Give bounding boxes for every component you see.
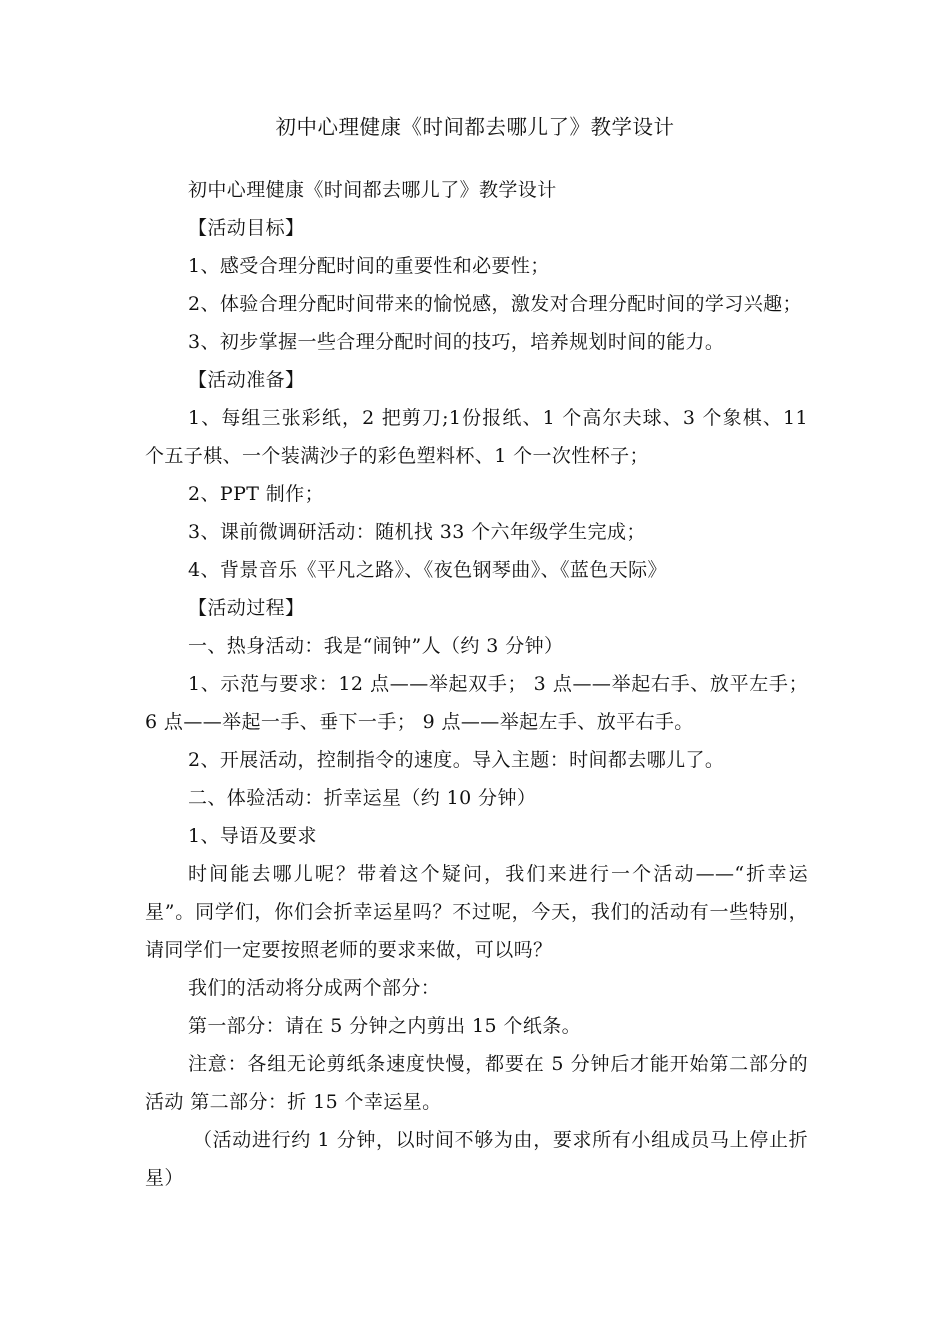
document-title: 初中心理健康《时间都去哪儿了》教学设计	[275, 115, 675, 139]
paragraph: 二、体验活动：折幸运星（约 10 分钟）	[188, 787, 537, 809]
section-heading-preparation: 【活动准备】	[188, 369, 305, 391]
paragraph: 2、PPT 制作；	[188, 483, 324, 505]
paragraph: 3、初步掌握一些合理分配时间的技巧，培养规划时间的能力。	[188, 331, 725, 353]
paragraph: 1、每组三张彩纸，2 把剪刀;1份报纸、1 个高尔夫球、3 个象棋、11 个五子棋、一个装满沙子的彩色塑料杯、1 个一次性杯子；	[145, 407, 808, 467]
paragraph: 2、开展活动，控制指令的速度。导入主题：时间都去哪儿了。	[188, 749, 725, 771]
paragraph: 4、背景音乐《平凡之路》、《夜色钢琴曲》、《蓝色天际》	[188, 559, 667, 581]
paragraph: 1、示范与要求：12 点——举起双手； 3 点——举起右手、放平左手；6 点——举起一手、垂下一手； 9 点——举起左手、放平右手。	[145, 673, 808, 733]
paragraph: 注意：各组无论剪纸条速度快慢，都要在 5 分钟后才能开始第二部分的活动 第二部分：折 15 个幸运星。	[145, 1053, 808, 1113]
paragraph: 第一部分：请在 5 分钟之内剪出 15 个纸条。	[188, 1015, 582, 1037]
section-heading-goals: 【活动目标】	[188, 217, 305, 239]
paragraph: 3、课前微调研活动：随机找 33 个六年级学生完成；	[188, 521, 646, 543]
document-body	[145, 171, 808, 1197]
paragraph: 1、导语及要求	[188, 825, 317, 847]
paragraph: 我们的活动将分成两个部分：	[188, 977, 441, 999]
paragraph: 2、体验合理分配时间带来的愉悦感，激发对合理分配时间的学习兴趣；	[188, 293, 802, 315]
paragraph: （活动进行约 1 分钟，以时间不够为由，要求所有小组成员马上停止折星）	[145, 1129, 808, 1189]
paragraph: 一、热身活动：我是“闹钟”人（约 3 分钟）	[188, 635, 564, 657]
paragraph: 时间能去哪儿呢？带着这个疑问，我们来进行一个活动——“折幸运星”。同学们，你们会折幸运星吗？不过呢，今天，我们的活动有一些特别，请同学们一定要按照老师的要求来做，可以吗？	[145, 863, 808, 961]
section-heading-process: 【活动过程】	[188, 597, 305, 619]
paragraph-subtitle: 初中心理健康《时间都去哪儿了》教学设计	[188, 179, 557, 201]
paragraph: 1、感受合理分配时间的重要性和必要性；	[188, 255, 550, 277]
